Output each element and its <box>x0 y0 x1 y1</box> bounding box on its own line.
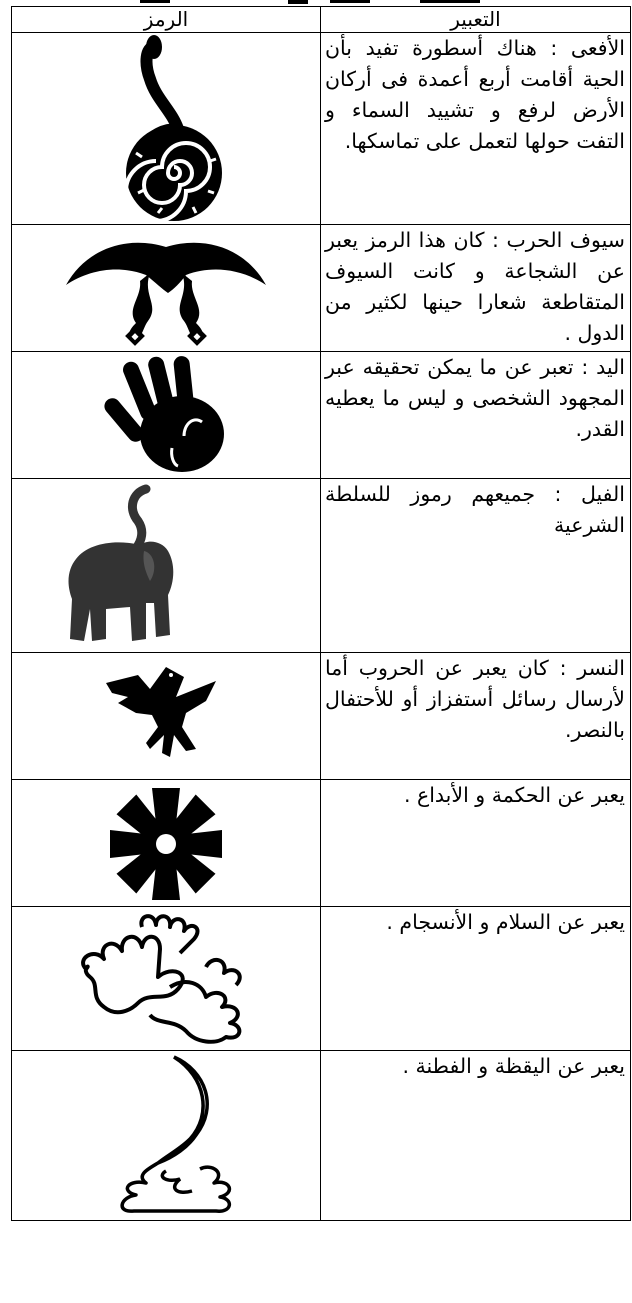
header-expression: التعبير <box>321 7 631 33</box>
crescent-flame-icon <box>56 1051 276 1219</box>
symbol-cell <box>12 479 321 653</box>
war-swords-icon <box>56 225 276 350</box>
description-cell <box>321 653 631 780</box>
description-cell <box>321 479 631 653</box>
description-text: الأفعى : هناك أسطورة تفيد بأن الحية أقامت أربع أعمدة فى أركان الأرض لرفع و تشييد السماء و التفت حولها لتعمل على تماسكها. <box>325 36 625 153</box>
table-row <box>12 1051 631 1221</box>
elephant-icon <box>36 479 296 651</box>
description-text: يعبر عن اليقظة و الفطنة . <box>402 1054 625 1078</box>
symbol-cell <box>12 907 321 1051</box>
snake-spiral-icon <box>66 33 266 223</box>
eagle-icon <box>66 653 266 778</box>
symbol-cell <box>12 352 321 479</box>
symbols-table <box>11 6 631 1221</box>
interlocked-hands-icon <box>46 907 286 1049</box>
table-row <box>12 653 631 780</box>
description-text: النسر : كان يعبر عن الحروب أما لأرسال رسائل أستفزاز أو للأحتفال بالنصر. <box>325 656 625 742</box>
description-text: سيوف الحرب : كان هذا الرمز يعبر عن الشجاعة و كانت السيوف المتقاطعة شعارا حينها لكثير من الدول . <box>325 228 625 345</box>
table-row <box>12 780 631 907</box>
description-text: الفيل : جميعهم رموز للسلطة الشرعية <box>325 482 625 537</box>
symbol-cell <box>12 33 321 225</box>
table-row <box>12 479 631 653</box>
symbol-cell <box>12 780 321 907</box>
description-cell <box>321 225 631 352</box>
table-row <box>12 33 631 225</box>
description-text: اليد : تعبر عن ما يمكن تحقيقه عبر المجهود الشخصى و ليس ما يعطيه القدر. <box>325 355 625 441</box>
description-text: يعبر عن الحكمة و الأبداع . <box>403 783 625 807</box>
table-row <box>12 225 631 352</box>
hand-icon <box>76 352 256 477</box>
description-text: يعبر عن السلام و الأنسجام . <box>386 910 625 934</box>
description-cell <box>321 780 631 907</box>
description-cell <box>321 33 631 225</box>
table-header-row <box>12 7 631 33</box>
header-symbol: الرمز <box>12 7 321 33</box>
table-row <box>12 352 631 479</box>
description-cell <box>321 1051 631 1221</box>
description-cell <box>321 352 631 479</box>
symbol-cell <box>12 1051 321 1221</box>
description-cell <box>321 907 631 1051</box>
sun-flower-icon <box>86 780 246 905</box>
table-row <box>12 907 631 1051</box>
symbol-cell <box>12 653 321 780</box>
symbol-cell <box>12 225 321 352</box>
